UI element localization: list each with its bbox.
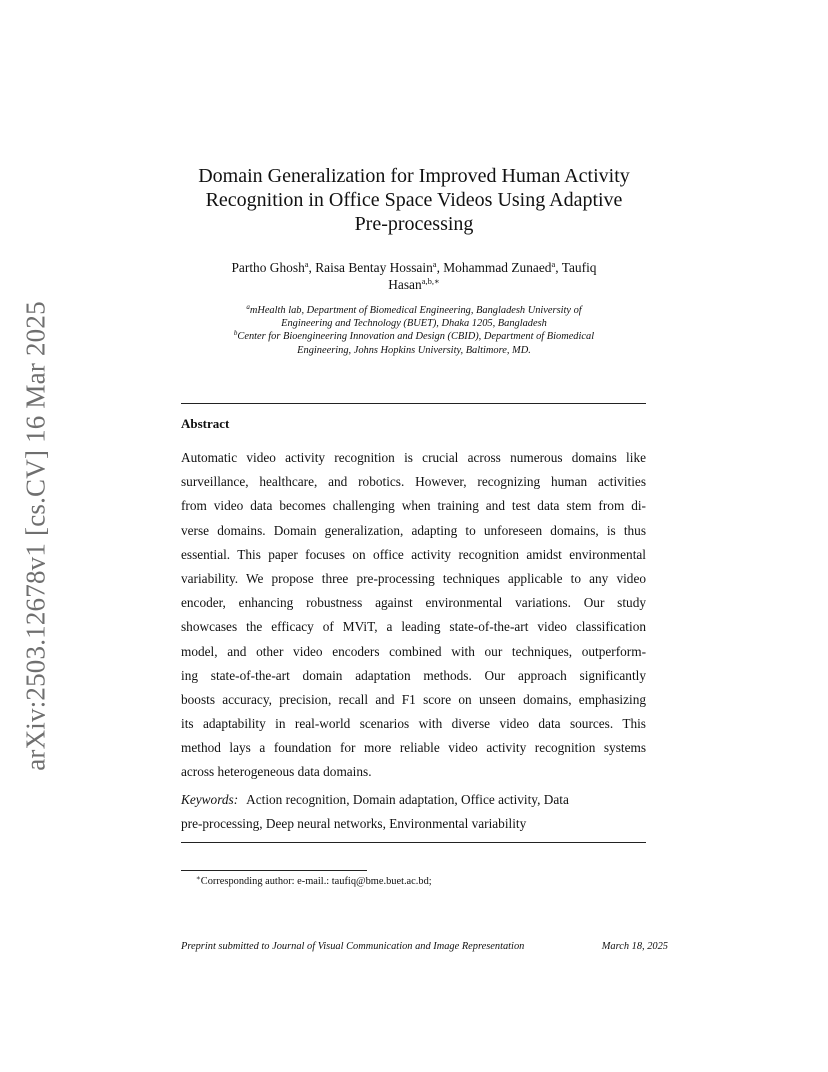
abstract-heading: Abstract — [181, 416, 230, 431]
keywords-label: Keywords: — [181, 792, 239, 807]
paper-title — [150, 164, 678, 236]
keywords-text: Action recognition, Domain adaptation, Office activity, Data — [246, 792, 569, 807]
abstract-line: its adaptability in real-world scenarios with diverse video data sources. This — [181, 716, 646, 732]
abstract-line: method lays a foundation for more reliable video activity recognition systems — [181, 740, 646, 756]
author-name: Hasan — [388, 277, 422, 292]
title-line: Domain Generalization for Improved Human Activity — [198, 165, 630, 187]
affiliation-line: Engineering and Technology (BUET), Dhaka 1205, Bangladesh — [281, 318, 547, 330]
author-affiliation-mark: a — [551, 259, 556, 269]
author-name: Taufiq — [561, 260, 597, 275]
abstract-bottom-divider — [181, 842, 646, 843]
abstract-line: from video data becomes challenging when training and test data stem from di- — [181, 498, 646, 514]
abstract-body — [181, 446, 646, 785]
abstract-line: surveillance, healthcare, and robotics. However, recognizing human activities — [181, 474, 646, 490]
affiliation-text: Center for Bioengineering Innovation and Design (CBID), Department of Biomedical — [237, 331, 595, 343]
corresponding-author-footnote — [196, 875, 432, 888]
preprint-date: March 18, 2025 — [601, 941, 668, 952]
title-line: Recognition in Office Space Videos Using Adaptive — [205, 189, 623, 211]
abstract-line: ing state-of-the-art domain adaptation methods. Our approach significantly — [181, 667, 646, 683]
affiliation-mark: a — [246, 303, 250, 311]
author-line — [150, 276, 678, 293]
keywords-line: pre-processing, Deep neural networks, Environmental variability — [181, 816, 527, 832]
arxiv-identifier-stamp: arXiv:2503.12678v1 [cs.CV] 16 Mar 2025 — [20, 301, 51, 771]
affiliation-list — [170, 304, 658, 357]
author-affiliation-mark: a — [304, 259, 309, 269]
footnote-divider — [181, 870, 367, 871]
abstract-top-divider — [181, 403, 646, 404]
author-list — [150, 259, 678, 293]
preprint-notice: Preprint submitted to Journal of Visual Communication and Image Representation — [181, 941, 525, 952]
author-separator: , — [308, 260, 316, 275]
abstract-line: boosts accuracy, precision, recall and F1 score on unseen domains, emphasizing — [181, 691, 646, 707]
affiliation-line: Engineering, Johns Hopkins University, Baltimore, MD. — [297, 344, 531, 356]
author-affiliation-mark: a — [432, 259, 437, 269]
abstract-line: verse domains. Domain generalization, adapting to unforeseen domains, is thus — [181, 522, 646, 538]
abstract-line: across heterogeneous data domains. — [181, 764, 372, 780]
author-affiliation-mark: a,b,∗ — [421, 276, 440, 286]
author-separator: , — [436, 260, 444, 275]
affiliation-text: mHealth lab, Department of Biomedical Engineering, Bangladesh University of — [249, 305, 582, 316]
footnote-mark: ∗ — [196, 874, 201, 882]
abstract-line: model, and other video encoders combined with our techniques, outperform- — [181, 643, 646, 659]
abstract-line: variability. We propose three pre-processing techniques applicable to any video — [181, 570, 646, 586]
affiliation-line — [170, 304, 658, 317]
author-line — [150, 259, 678, 276]
footnote-text: Corresponding author: e-mail.: taufiq@bme.buet.ac.bd; — [200, 876, 432, 887]
author-separator: , — [555, 260, 562, 275]
keywords-block — [181, 788, 646, 836]
abstract-line: encoder, enhancing robustness against environmental variations. Our study — [181, 595, 646, 611]
author-name: Partho Ghosh — [231, 260, 305, 275]
abstract-line: Automatic video activity recognition is crucial across numerous domains like — [181, 450, 646, 465]
affiliation-mark: b — [233, 329, 238, 338]
title-line: Pre-processing — [354, 213, 474, 235]
abstract-line: showcases the efficacy of MViT, a leading state-of-the-art video classification — [181, 619, 646, 635]
author-name: Raisa Bentay Hossain — [315, 260, 433, 275]
keywords-line — [181, 788, 646, 812]
abstract-line: essential. This paper focuses on office activity recognition amidst environmental — [181, 546, 646, 562]
affiliation-line — [170, 330, 658, 343]
author-name: Mohammad Zunaed — [443, 260, 552, 275]
